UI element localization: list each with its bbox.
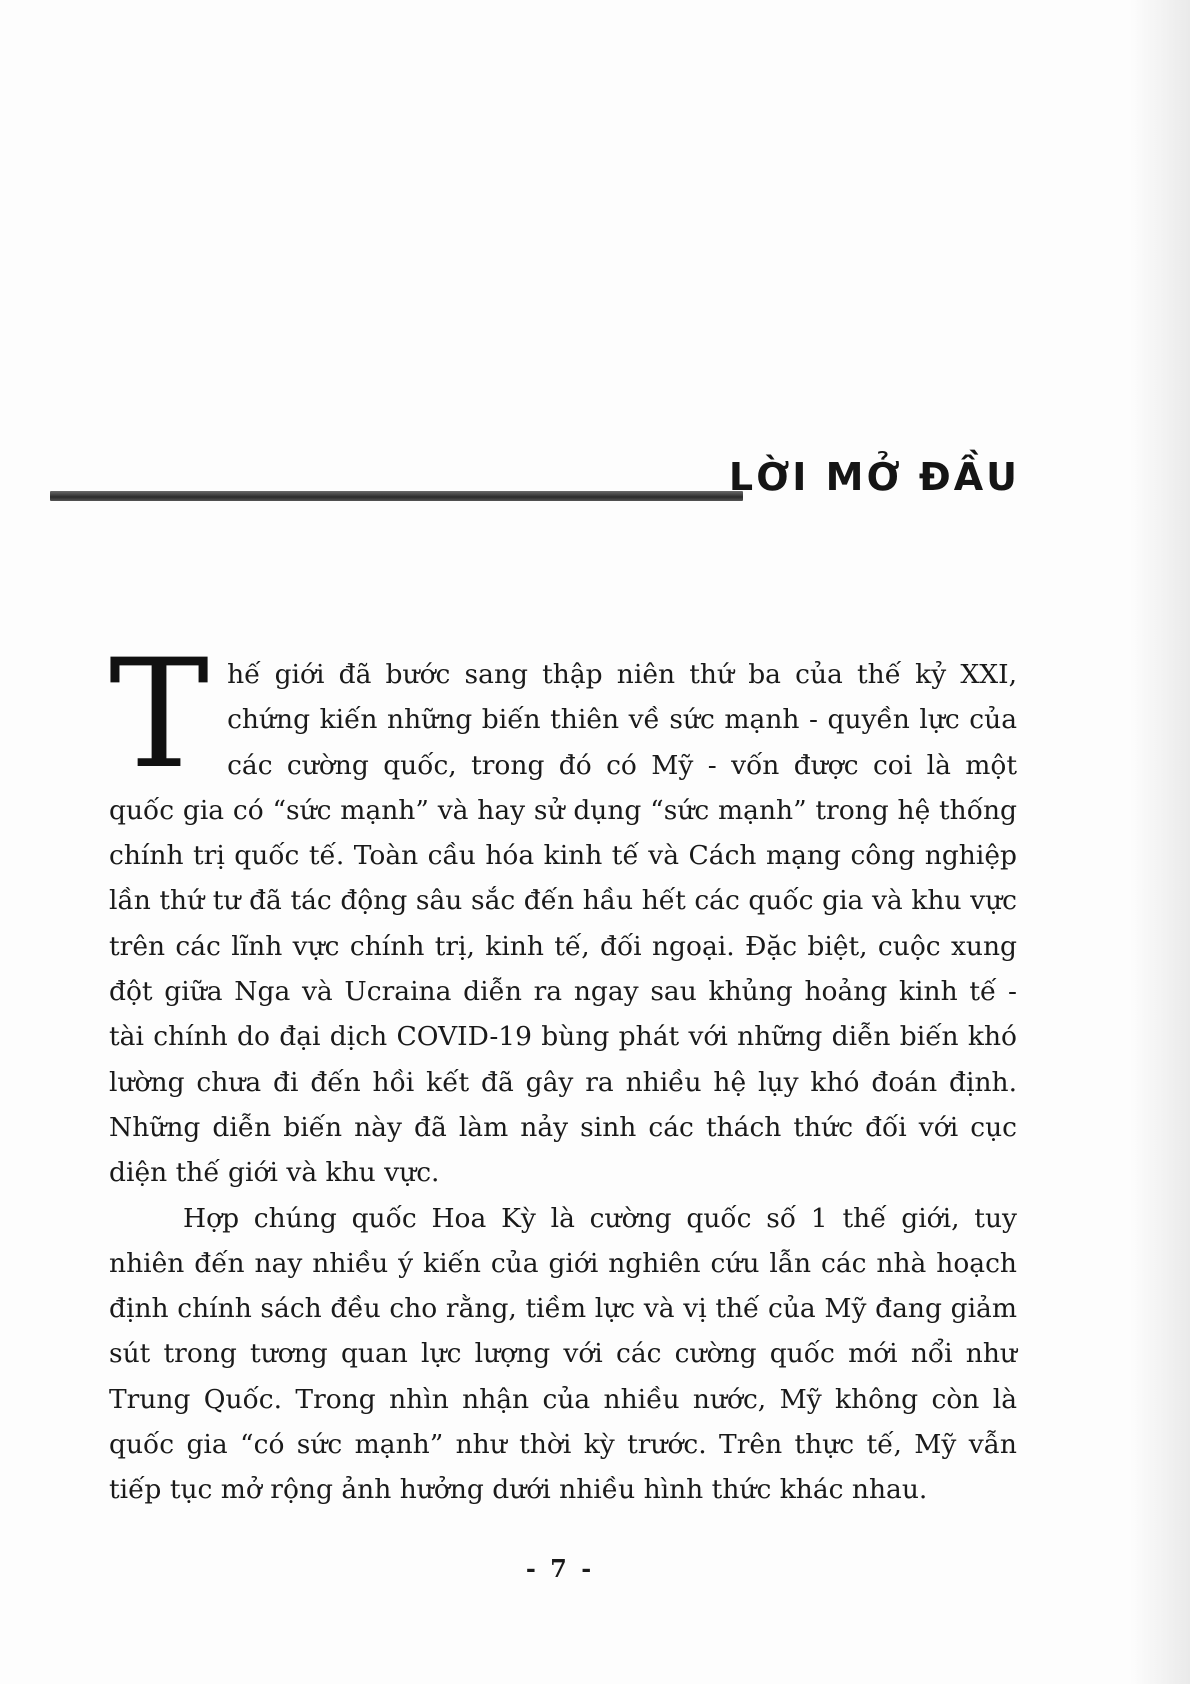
body-text [109, 628, 1017, 1513]
chapter-header [50, 455, 1020, 515]
page-number: - 7 - [525, 1554, 595, 1583]
paragraph-2: Hợp chúng quốc Hoa Kỳ là cường quốc số 1 thế giới, tuy nhiên đến nay nhiều ý kiến của giới nghiên cứu lẫn các nhà hoạch định chính sách đều cho rằng, tiềm lực và vị thế của Mỹ đang giảm sút trong tương quan lực lượng với các cường quốc mới nổi như Trung Quốc. Trong nhìn nhận của nhiều nước, Mỹ không còn là quốc gia “có sức mạnh” như thời kỳ trước. Trên thực tế, Mỹ vẫn tiếp tục mở rộng ảnh hưởng dưới nhiều hình thức khác nhau. [109, 1202, 1017, 1506]
header-rule [50, 491, 743, 501]
paragraph-1-text: hế giới đã bước sang thập niên thứ ba của thế kỷ XXI, chứng kiến những biến thiên về sức mạnh - quyền lực của các cường quốc, trong đó có Mỹ - vốn được coi là một quốc gia có “sức mạnh” và hay sử dụng “sức mạnh” trong hệ thống chính trị quốc tế. Toàn cầu hóa kinh tế và Cách mạng công nghiệp lần thứ tư đã tác động sâu sắc đến hầu hết các quốc gia và khu vực trên các lĩnh vực chính trị, kinh tế, đối ngoại. Đặc biệt, cuộc xung đột giữa Nga và Ucraina diễn ra ngay sau khủng hoảng kinh tế - tài chính do đại dịch COVID-19 bùng phát với những diễn biến khó lường chưa đi đến hồi kết đã gây ra nhiều hệ lụy khó đoán định. Những diễn biến này đã làm nảy sinh các thách thức đối với cục diện thế giới và khu vực. [109, 659, 1017, 1189]
paragraph-1 [109, 628, 1017, 1196]
drop-cap: T [109, 628, 210, 802]
chapter-title: LỜI MỞ ĐẦU [728, 455, 1020, 499]
page-edge-shadow [1130, 0, 1190, 1684]
